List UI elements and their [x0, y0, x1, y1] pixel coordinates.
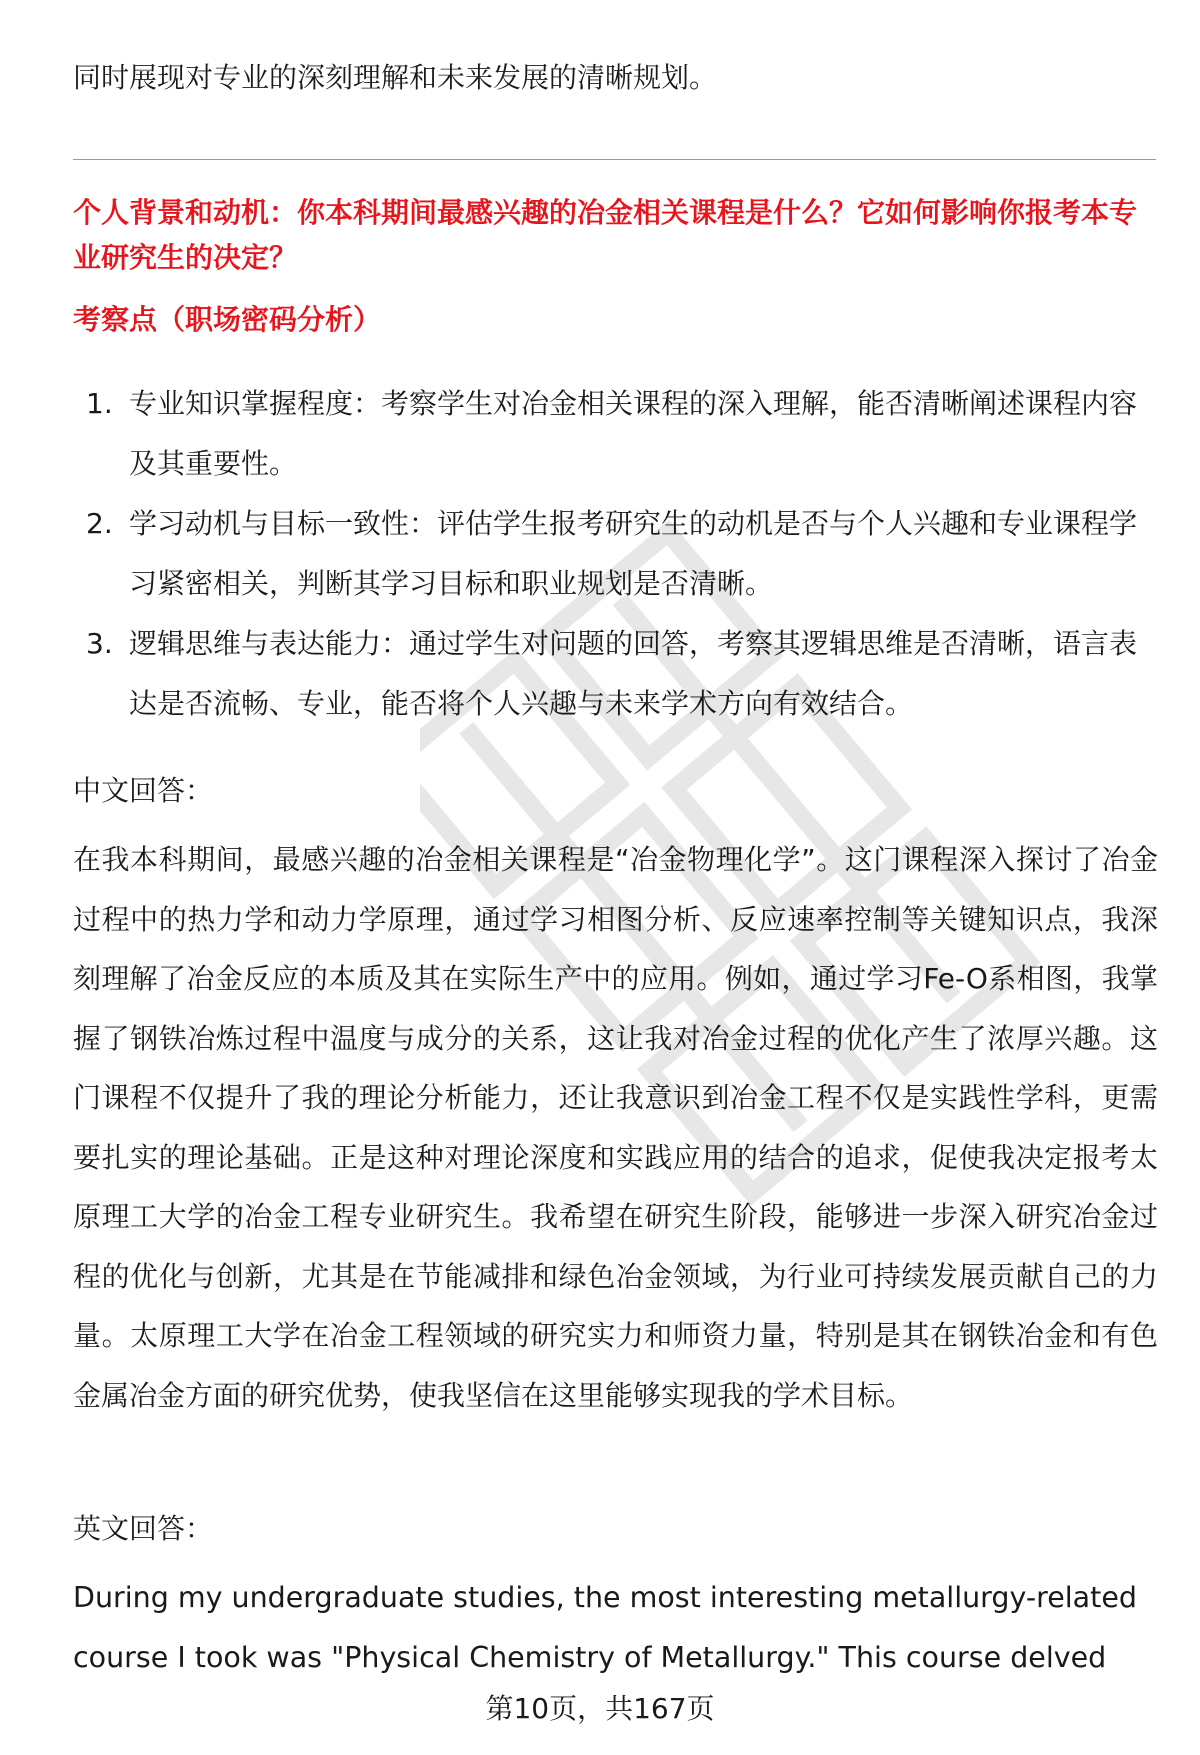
point-text: 学习动机与目标一致性：评估学生报考研究生的动机是否与个人兴趣和专业课程学习紧密相关，判断其学习目标和职业规划是否清晰。: [129, 507, 1138, 600]
point-text: 专业知识掌握程度：考察学生对冶金相关课程的深入理解，能否清晰阐述课程内容及其重要性。: [129, 387, 1138, 480]
point-number: 2.: [86, 507, 113, 540]
analysis-point: [73, 614, 1153, 734]
analysis-title: 考察点（职场密码分析）: [73, 303, 382, 336]
section-divider: [73, 159, 1156, 160]
analysis-point: [73, 494, 1153, 614]
analysis-point: [73, 374, 1153, 494]
page-footer: 第10页，共167页: [485, 1692, 715, 1725]
intro-text: 同时展现对专业的深刻理解和未来发展的清晰规划。: [73, 61, 718, 94]
point-text: 逻辑思维与表达能力：通过学生对问题的回答，考察其逻辑思维是否清晰，语言表达是否流畅、专业，能否将个人兴趣与未来学术方向有效结合。: [129, 627, 1138, 720]
chinese-answer-text: 在我本科期间，最感兴趣的冶金相关课程是“冶金物理化学”。这门课程深入探讨了冶金过程中的热力学和动力学原理，通过学习相图分析、反应速率控制等关键知识点，我深刻理解了冶金反应的本质及其在实际生产中的应用。例如，通过学习Fe-O系相图，我掌握了钢铁冶炼过程中温度与成分的关系，这让我对冶金过程的优化产生了浓厚兴趣。这门课程不仅提升了我的理论分析能力，还让我意识到冶金工程不仅是实践性学科，更需要扎实的理论基础。正是这种对理论深度和实践应用的结合的追求，促使我决定报考太原理工大学的冶金工程专业研究生。我希望在研究生阶段，能够进一步深入研究冶金过程的优化与创新，尤其是在节能减排和绿色冶金领域，为行业可持续发展贡献自己的力量。太原理工大学在冶金工程领域的研究实力和师资力量，特别是其在钢铁冶金和有色金属冶金方面的研究优势，使我坚信在这里能够实现我的学术目标。: [73, 843, 1158, 1412]
point-number: 1.: [86, 387, 113, 420]
english-answer-label: 英文回答：: [73, 1512, 214, 1545]
english-answer-text: During my undergraduate studies, the most interesting metallurgy-related course I took was "Physical Chemistry of Metallurgy." This course delved: [73, 1581, 1137, 1674]
point-number: 3.: [86, 627, 113, 660]
question-heading: 个人背景和动机：你本科期间最感兴趣的冶金相关课程是什么？它如何影响你报考本专业研究生的决定？: [73, 196, 1138, 274]
chinese-answer-label: 中文回答：: [73, 774, 214, 807]
analysis-points-list: [73, 374, 1153, 734]
